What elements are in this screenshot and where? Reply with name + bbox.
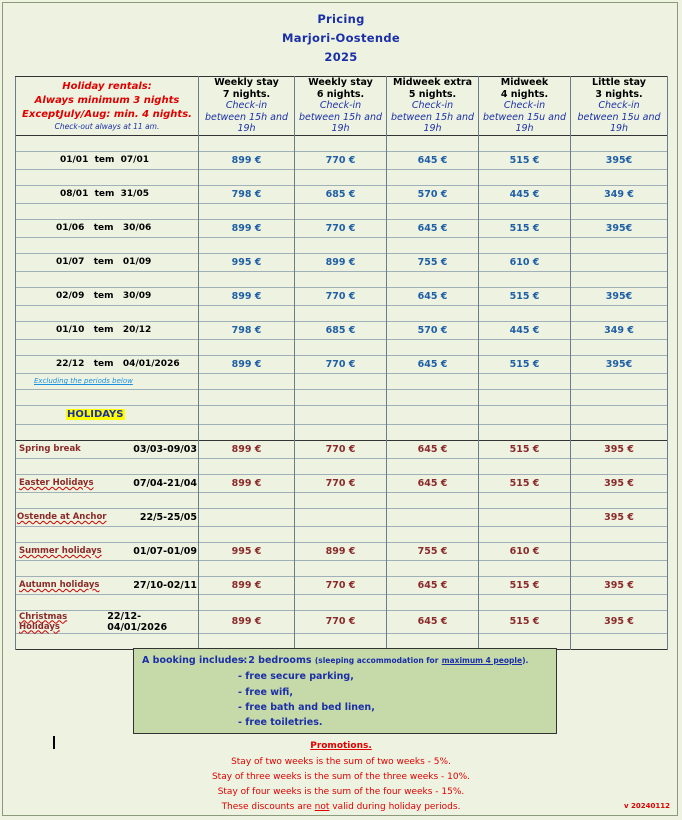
holidays-heading: HOLIDAYS	[67, 409, 124, 420]
includes-title: A booking includes:	[142, 655, 248, 666]
price-cell: 645 €	[387, 355, 479, 373]
price-cell: 570 €	[387, 185, 479, 203]
price-cell: 899 €	[199, 219, 295, 237]
price-cell: 395 €	[571, 440, 668, 458]
spacer-row	[16, 389, 668, 405]
price-cell: 755 €	[387, 253, 479, 271]
includes-item: - free toiletries.	[238, 717, 323, 728]
includes-bedrooms: - 2 bedrooms (sleeping accommodation for maximum 4 people).	[241, 655, 529, 666]
price-cell: 515 €	[479, 610, 571, 633]
spacer-row	[16, 135, 668, 151]
price-cell: 645 €	[387, 610, 479, 633]
holiday-name: Easter Holidays	[19, 478, 94, 488]
price-cell: 899 €	[199, 440, 295, 458]
period-row	[16, 151, 668, 169]
column-header: Midweek 4 nights. Check-in between 15u and 19h	[479, 77, 571, 136]
price-cell: 515 €	[479, 576, 571, 594]
price-cell: 645 €	[387, 576, 479, 594]
holiday-row	[16, 440, 668, 458]
price-cell: 798 €	[199, 321, 295, 339]
price-cell: 395 €	[571, 576, 668, 594]
spacer-row	[16, 237, 668, 253]
period-label: 01/01 tem 07/01	[60, 155, 149, 165]
price-cell: 395€	[571, 219, 668, 237]
spacer-row	[16, 203, 668, 219]
price-cell: 645 €	[387, 151, 479, 169]
period-label: 22/12 tem 04/01/2026	[56, 359, 180, 369]
period-row	[16, 219, 668, 237]
price-cell: 798 €	[199, 185, 295, 203]
booking-includes-box	[133, 648, 557, 734]
spacer-row	[16, 424, 668, 440]
promotion-line: Stay of four weeks is the sum of the four weeks - 15%.	[217, 787, 465, 797]
price-cell: 645 €	[387, 287, 479, 305]
price-cell	[295, 508, 387, 526]
price-cell: 645 €	[387, 440, 479, 458]
period-rows	[16, 135, 668, 440]
price-cell: 995 €	[199, 253, 295, 271]
price-cell: 770 €	[295, 355, 387, 373]
price-cell: 899 €	[199, 576, 295, 594]
price-cell: 770 €	[295, 287, 387, 305]
price-cell: 515 €	[479, 151, 571, 169]
period-row	[16, 185, 668, 203]
price-cell: 610 €	[479, 542, 571, 560]
version-label: v 20240112	[624, 802, 670, 810]
period-label: 01/07 tem 01/09	[56, 257, 152, 267]
price-cell: 899 €	[295, 253, 387, 271]
holiday-dates: 01/07-01/09	[133, 545, 197, 557]
price-cell	[479, 508, 571, 526]
spacer-row	[16, 339, 668, 355]
price-cell: 770 €	[295, 610, 387, 633]
price-cell: 899 €	[199, 355, 295, 373]
price-cell: 395 €	[571, 610, 668, 633]
holiday-row	[16, 576, 668, 594]
price-cell: 899 €	[199, 287, 295, 305]
title-property: Marjori-Oostende	[282, 31, 400, 45]
holiday-row	[16, 610, 668, 633]
price-cell: 515 €	[479, 440, 571, 458]
price-cell	[571, 542, 668, 560]
price-cell: 770 €	[295, 219, 387, 237]
price-cell: 570 €	[387, 321, 479, 339]
spacer-row	[16, 373, 668, 389]
holiday-dates: 03/03-09/03	[133, 443, 197, 455]
intro-summer-minimum: ExceptJuly/Aug: min. 4 nights.	[22, 109, 192, 121]
price-cell: 645 €	[387, 219, 479, 237]
spacer-row	[16, 305, 668, 321]
spacer-row	[16, 633, 668, 649]
spacer-row	[16, 526, 668, 542]
spacer-row	[16, 169, 668, 185]
title-pricing: Pricing	[317, 12, 365, 26]
price-cell: 770 €	[295, 151, 387, 169]
column-header: Weekly stay 6 nights. Check-in between 15h and 19h	[295, 77, 387, 136]
intro-minimum-nights: Always minimum 3 nights	[34, 95, 180, 107]
price-cell: 685 €	[295, 321, 387, 339]
price-cell: 515 €	[479, 219, 571, 237]
price-cell: 899 €	[199, 474, 295, 492]
period-row	[16, 287, 668, 305]
price-cell: 899 €	[295, 542, 387, 560]
holiday-name: Ostende at Anchor	[17, 512, 107, 522]
promotion-line: Stay of two weeks is the sum of two weeks - 5%.	[231, 757, 451, 767]
period-row	[16, 321, 668, 339]
includes-item: - free bath and bed linen,	[238, 702, 375, 713]
price-cell: 610 €	[479, 253, 571, 271]
holiday-dates: 07/04-21/04	[133, 477, 197, 489]
period-label: 02/09 tem 30/09	[56, 291, 152, 301]
intro-cell	[16, 77, 199, 136]
holiday-name: Summer holidays	[19, 546, 102, 556]
price-cell	[387, 508, 479, 526]
price-cell: 349 €	[571, 321, 668, 339]
price-cell	[199, 508, 295, 526]
promotion-line: Stay of three weeks is the sum of the three weeks - 10%.	[211, 772, 471, 782]
price-cell: 445 €	[479, 321, 571, 339]
pricing-table	[15, 76, 668, 650]
holiday-row	[16, 474, 668, 492]
column-header: Weekly stay 7 nights. Check-in between 15h and 19h	[199, 77, 295, 136]
price-cell: 899 €	[199, 151, 295, 169]
column-header: Midweek extra 5 nights. Check-in between 15h and 19h	[387, 77, 479, 136]
includes-item: - free wifi,	[238, 687, 293, 698]
period-label: 01/10 tem 20/12	[56, 325, 152, 335]
price-cell: 770 €	[295, 474, 387, 492]
price-cell: 515 €	[479, 355, 571, 373]
holiday-dates: 27/10-02/11	[133, 579, 197, 591]
price-cell: 685 €	[295, 185, 387, 203]
price-cell: 770 €	[295, 440, 387, 458]
price-cell: 349 €	[571, 185, 668, 203]
spacer-row	[16, 492, 668, 508]
spacer-row	[16, 271, 668, 287]
price-cell: 515 €	[479, 474, 571, 492]
period-label: 01/06 tem 30/06	[56, 223, 152, 233]
promotion-disclaimer: These discounts are not valid during holiday periods.	[221, 802, 461, 812]
spacer-row	[16, 458, 668, 474]
holiday-name: Christmas Holidays	[19, 611, 68, 632]
price-cell: 899 €	[199, 610, 295, 633]
holiday-dates: 22/5-25/05	[139, 511, 197, 523]
price-cell: 515 €	[479, 287, 571, 305]
price-cell: 395€	[571, 151, 668, 169]
price-cell: 995 €	[199, 542, 295, 560]
price-cell: 770 €	[295, 576, 387, 594]
holiday-name: Autumn holidays	[19, 580, 100, 590]
holiday-row	[16, 542, 668, 560]
column-header: Little stay 3 nights. Check-in between 15u and 19h	[571, 77, 668, 136]
holiday-rows	[16, 440, 668, 649]
price-cell: 395 €	[571, 474, 668, 492]
exclusion-note: Excluding the periods below	[34, 377, 133, 385]
holiday-dates: 22/12-04/01/2026	[107, 610, 168, 633]
spacer-row	[16, 405, 668, 424]
price-cell	[571, 253, 668, 271]
period-label: 08/01 tem 31/05	[60, 189, 149, 199]
holiday-name: Spring break	[19, 444, 81, 454]
period-row	[16, 253, 668, 271]
period-row	[16, 355, 668, 373]
spacer-row	[16, 594, 668, 610]
price-cell: 395€	[571, 287, 668, 305]
spacer-row	[16, 560, 668, 576]
title-year: 2025	[324, 50, 358, 64]
promotions-title: Promotions.	[310, 741, 372, 751]
price-cell: 755 €	[387, 542, 479, 560]
holiday-row	[16, 508, 668, 526]
includes-item: - free secure parking,	[238, 671, 354, 682]
intro-checkout: Check-out always at 11 am.	[54, 122, 160, 132]
price-cell: 445 €	[479, 185, 571, 203]
price-cell: 395€	[571, 355, 668, 373]
price-cell: 645 €	[387, 474, 479, 492]
price-cell: 395 €	[571, 508, 668, 526]
table-header-row	[16, 77, 668, 136]
intro-holiday-rentals: Holiday rentals:	[62, 81, 152, 93]
